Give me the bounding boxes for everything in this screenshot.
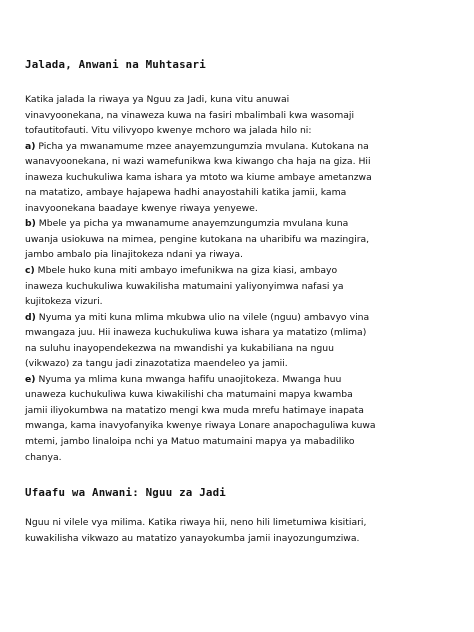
line-text: Mbele ya picha ya mwanamume anayemzungumzia mvulana kuna bbox=[35, 218, 349, 230]
paragraph-line bbox=[25, 434, 455, 450]
line-text: unaweza kuchukuliwa kuwa kiwakilishi cha matumaini mapya kwamba bbox=[25, 389, 353, 401]
paragraph-line bbox=[25, 372, 455, 388]
paragraph-line bbox=[25, 201, 455, 217]
list-marker: a) bbox=[25, 140, 36, 152]
list-marker: b) bbox=[25, 218, 36, 230]
paragraph-line bbox=[25, 279, 455, 295]
list-marker: c) bbox=[25, 265, 35, 277]
line-text: tofautitofauti. Vitu vilivyopo kwenye mchoro wa jalada hilo ni: bbox=[25, 125, 312, 137]
line-text: chanya. bbox=[25, 451, 62, 463]
line-text: jamii iliyokumbwa na matatizo mengi kwa muda mrefu hatimaye inapata bbox=[25, 404, 364, 416]
paragraph-line bbox=[25, 263, 455, 279]
paragraph-line bbox=[25, 515, 455, 531]
line-text: uwanja usiokuwa na mimea, pengine kutokana na uharibifu wa mazingira, bbox=[25, 233, 370, 245]
section-body-title-suitability bbox=[25, 515, 455, 546]
section-heading-title-suitability: Ufaafu wa Anwani: Nguu za Jadi bbox=[25, 486, 227, 499]
line-text: mtemi, jambo linaloipa nchi ya Matuo matumaini mapya ya mabadiliko bbox=[25, 436, 355, 448]
paragraph-line bbox=[25, 325, 455, 341]
line-text: kujitokeza vizuri. bbox=[25, 296, 103, 308]
line-text: Nyuma ya mlima kuna mwanga hafifu unaojitokeza. Mwanga huu bbox=[35, 373, 342, 385]
paragraph-line bbox=[25, 310, 455, 326]
paragraph-line bbox=[25, 108, 455, 124]
line-text: jambo ambalo pia linajitokeza ndani ya riwaya. bbox=[25, 249, 243, 261]
line-text: Picha ya mwanamume mzee anayemzungumzia mvulana. Kutokana na bbox=[35, 140, 369, 152]
line-text: (vikwazo) za tangu jadi zinazotatiza maendeleo ya jamii. bbox=[25, 358, 288, 370]
paragraph-line bbox=[25, 356, 455, 372]
paragraph-line bbox=[25, 418, 455, 434]
line-text: Nguu ni vilele vya milima. Katika riwaya hii, neno hili limetumiwa kisitiari, bbox=[25, 517, 367, 528]
paragraph-line bbox=[25, 531, 455, 547]
line-text: na matatizo, ambaye hajapewa hadhi anayostahili katika jamii, kama bbox=[25, 187, 347, 199]
section-body-cover bbox=[25, 92, 455, 465]
line-text: mwangaza juu. Hii inaweza kuchukuliwa kuwa ishara ya matatizo (mlima) bbox=[25, 327, 367, 339]
paragraph-line bbox=[25, 185, 455, 201]
line-text: wanavyoonekana, ni wazi wamefunikwa kwa kiwango cha haja na giza. Hii bbox=[25, 156, 371, 168]
list-marker: d) bbox=[25, 311, 36, 323]
paragraph-line bbox=[25, 232, 455, 248]
paragraph-line bbox=[25, 341, 455, 357]
paragraph-line bbox=[25, 92, 455, 108]
line-text: kuwakilisha vikwazo au matatizo yanayokumba jamii inayozungumziwa. bbox=[25, 532, 360, 544]
paragraph-line bbox=[25, 154, 455, 170]
line-text: Nyuma ya miti kuna mlima mkubwa ulio na vilele (nguu) ambavyo vina bbox=[35, 311, 370, 323]
line-text: Mbele huko kuna miti ambayo imefunikwa na giza kiasi, ambayo bbox=[34, 265, 338, 277]
paragraph-line bbox=[25, 450, 455, 466]
line-text: inavyoonekana baadaye kwenye riwaya yenyewe. bbox=[25, 202, 258, 214]
line-text: inaweza kuchukuliwa kuwakilisha matumaini yaliyonyimwa nafasi ya bbox=[25, 280, 344, 292]
paragraph-line bbox=[25, 294, 455, 310]
line-text: inaweza kuchukuliwa kama ishara ya mtoto wa kiume ambaye ametanzwa bbox=[25, 171, 372, 183]
line-text: Katika jalada la riwaya ya Nguu za Jadi, kuna vitu anuwai bbox=[25, 94, 290, 105]
paragraph-line bbox=[25, 387, 455, 403]
section-heading-cover: Jalada, Anwani na Muhtasari bbox=[25, 58, 206, 71]
paragraph-line bbox=[25, 403, 455, 419]
paragraph-line bbox=[25, 170, 455, 186]
line-text: na suluhu inayopendekezwa na mwandishi ya kukabiliana na nguu bbox=[25, 342, 334, 354]
list-marker: e) bbox=[25, 373, 36, 385]
line-text: mwanga, kama inavyofanyika kwenye riwaya Lonare anapochaguliwa kuwa bbox=[25, 420, 376, 432]
paragraph-line bbox=[25, 247, 455, 263]
paragraph-line bbox=[25, 139, 455, 155]
paragraph-line bbox=[25, 216, 455, 232]
paragraph-line bbox=[25, 123, 455, 139]
line-text: vinavyoonekana, na vinaweza kuwa na fasiri mbalimbali kwa wasomaji bbox=[25, 109, 355, 121]
